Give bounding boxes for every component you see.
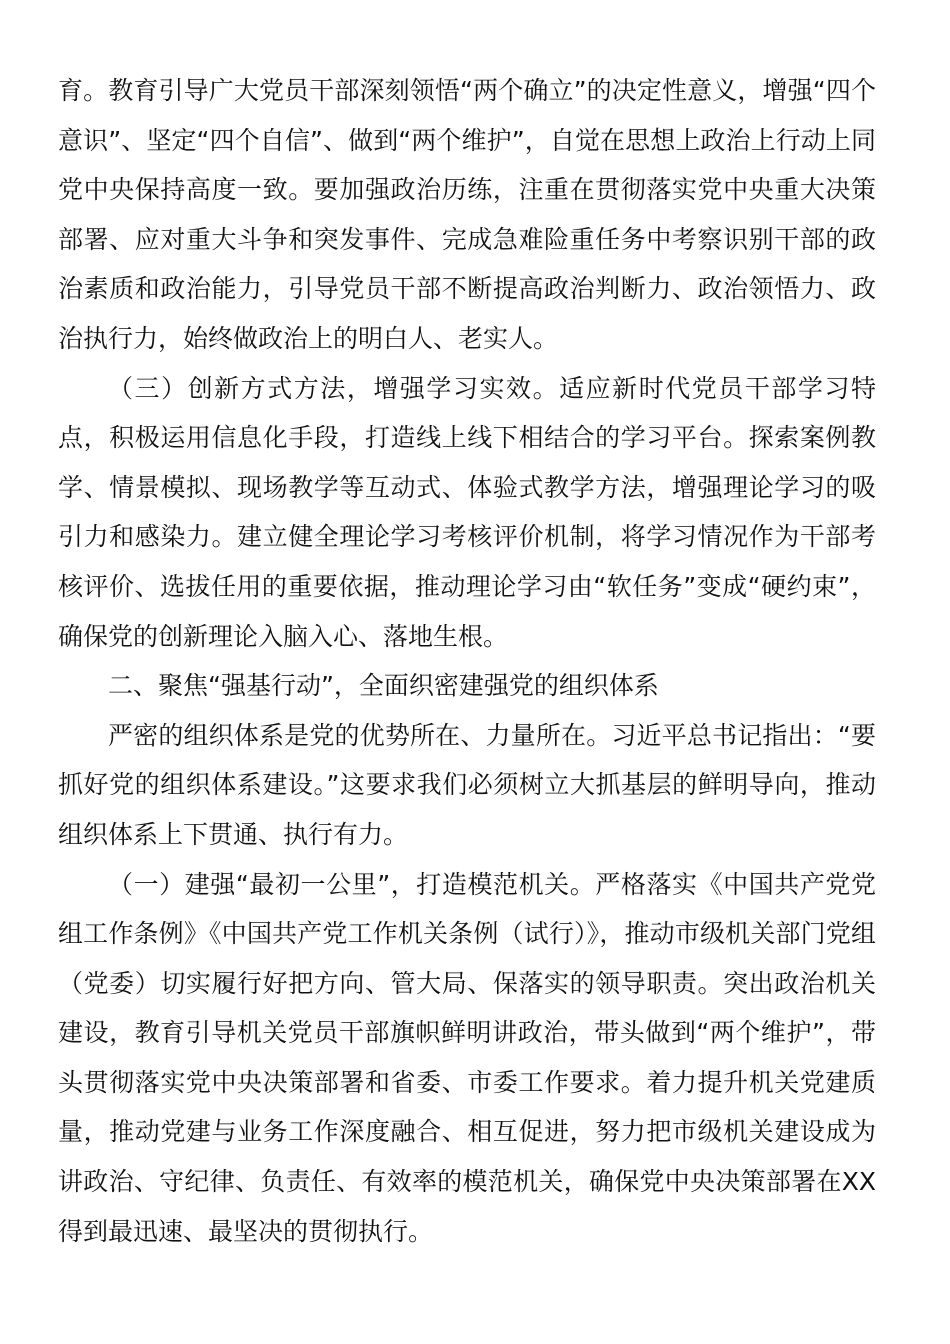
paragraph-continuation: 育。教育引导广大党员干部深刻领悟“两个确立”的决定性意义，增强“四个意识”、坚定“四个自信”、做到“两个维护”，自觉在思想上政治上行动上同党中央保持高度一致。要加强政治历练，注重在贯彻落实党中央重大决策部署、应对重大斗争和突发事件、完成急难险重任务中考察识别干部的政治素质和政治能力，引导党员干部不断提高政治判断力、政治领悟力、政治执行力，始终做政治上的明白人、老实人。 <box>58 76 876 353</box>
paragraph-model-organs: （一）建强“最初一公里”，打造模范机关。严格落实《中国共产党党组工作条例》《中国共产党工作机关条例（试行）》，推动市级机关部门党组（党委）切实履行好把方向、管大局、保落实的领导职责。突出政治机关建设，教育引导机关党员干部旗帜鲜明讲政治，带头做到“两个维护”，带头贯彻落实党中央决策部署和省委、市委工作要求。着力提升机关党建质量，推动党建与业务工作深度融合、相互促进，努力把市级机关建设成为讲政治、守纪律、负责任、有效率的模范机关，确保党中央决策部署在XX得到最迅速、最坚决的贯彻执行。 <box>58 869 876 1246</box>
paragraph-innovate-methods: （三）创新方式方法，增强学习实效。适应新时代党员干部学习特点，积极运用信息化手段，打造线上线下相结合的学习平台。探索案例教学、情景模拟、现场教学等互动式、体验式教学方法，增强理论学习的吸引力和感染力。建立健全理论学习考核评价机制，将学习情况作为干部考核评价、选拔任用的重要依据，推动理论学习由“软任务”变成“硬约束”，确保党的创新理论入脑入心、落地生根。 <box>58 373 876 651</box>
section-heading: 二、聚焦“强基行动”，全面织密建强党的组织体系 <box>108 671 659 701</box>
paragraph-organization-system: 严密的组织体系是党的优势所在、力量所在。习近平总书记指出：“要抓好党的组织体系建设。”这要求我们必须树立大抓基层的鲜明导向，推动组织体系上下贯通、执行有力。 <box>58 720 876 849</box>
document-body <box>58 66 876 1256</box>
